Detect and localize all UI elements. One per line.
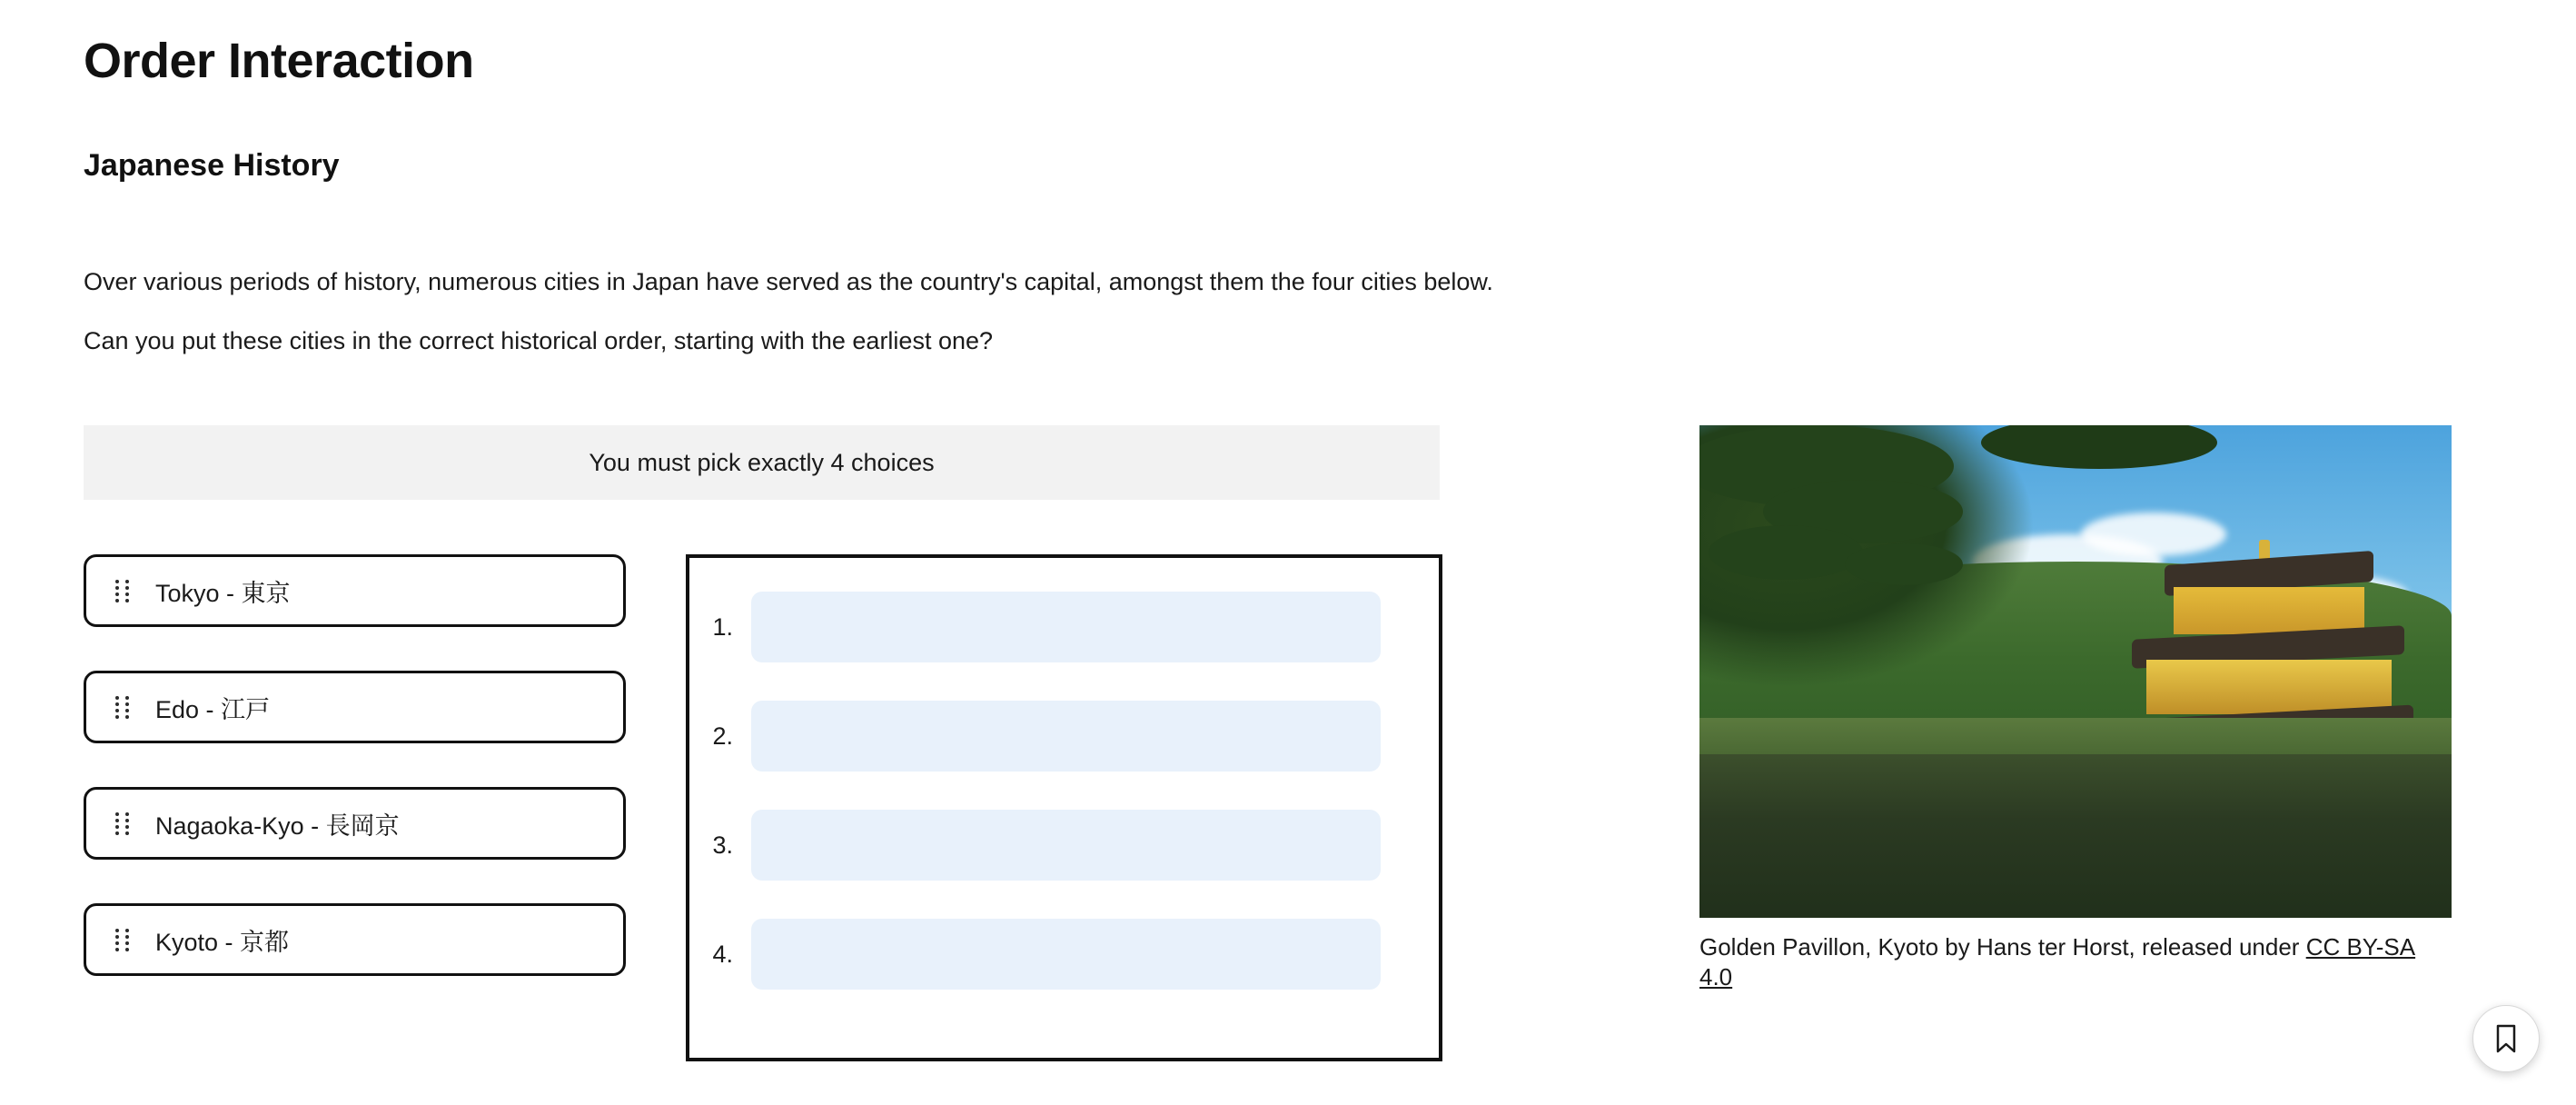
dropzone-slot-4[interactable] — [689, 909, 1439, 1000]
prompt-paragraph-1: Over various periods of history, numerous cities in Japan have served as the country's capital, amongst them the four cities below. — [84, 268, 1493, 295]
figure-image — [1699, 425, 2452, 918]
figure-caption — [1699, 932, 2452, 993]
dropzone-slot-2[interactable] — [689, 691, 1439, 781]
drag-handle-icon[interactable] — [115, 928, 135, 951]
choice-item-tokyo[interactable] — [84, 554, 626, 627]
figure-golden-pavillon — [1699, 425, 2452, 993]
photo-tree — [1699, 425, 2036, 689]
photo-tree-branch — [1709, 525, 1863, 580]
choice-item-nagaoka-kyo[interactable] — [84, 787, 626, 860]
slot-number: 3. — [712, 831, 733, 859]
slot-drop-target[interactable] — [751, 810, 1381, 881]
dropzone-slot-3[interactable] — [689, 800, 1439, 891]
page-subtitle: Japanese History — [84, 148, 340, 183]
choice-item-label: Edo - 江戸 — [155, 695, 271, 723]
choice-item-kyoto[interactable] — [84, 903, 626, 976]
photo-tree-branch — [1845, 543, 1963, 585]
slot-number: 2. — [712, 722, 733, 750]
slot-number: 1. — [712, 612, 733, 641]
choice-item-label: Tokyo - 東京 — [155, 579, 291, 607]
drag-handle-icon[interactable] — [115, 811, 135, 835]
figure-caption-license-link[interactable]: CC BY-SA 4.0 — [1699, 933, 2416, 991]
slot-number: 4. — [712, 940, 733, 968]
prompt-paragraph-2: Can you put these cities in the correct historical order, starting with the earliest one? — [84, 327, 994, 354]
slot-drop-target[interactable] — [751, 701, 1381, 772]
slot-drop-target[interactable] — [751, 919, 1381, 990]
photo-pavilion-floor — [2146, 660, 2392, 714]
choice-item-label: Nagaoka-Kyo - 長岡京 — [155, 811, 400, 840]
figure-caption-text: Golden Pavillon, Kyoto by Hans ter Horst, released under — [1699, 933, 2306, 961]
page-title: Order Interaction — [84, 34, 474, 88]
drag-handle-icon[interactable] — [115, 579, 135, 602]
drag-handle-icon[interactable] — [115, 695, 135, 719]
validation-notice — [84, 425, 1440, 500]
dropzone-slot-1[interactable] — [689, 582, 1439, 672]
slot-drop-target[interactable] — [751, 592, 1381, 662]
choice-item-edo[interactable] — [84, 671, 626, 743]
ordering-dropzone[interactable] — [686, 554, 1442, 1061]
choice-source-list — [84, 554, 629, 1020]
photo-pavilion-floor — [2174, 587, 2364, 634]
validation-notice-text: You must pick exactly 4 choices — [589, 448, 935, 476]
choice-item-label: Kyoto - 京都 — [155, 928, 290, 956]
bookmark-icon — [2494, 1024, 2518, 1053]
photo-water — [1699, 754, 2452, 918]
bookmark-button[interactable] — [2472, 1005, 2540, 1072]
